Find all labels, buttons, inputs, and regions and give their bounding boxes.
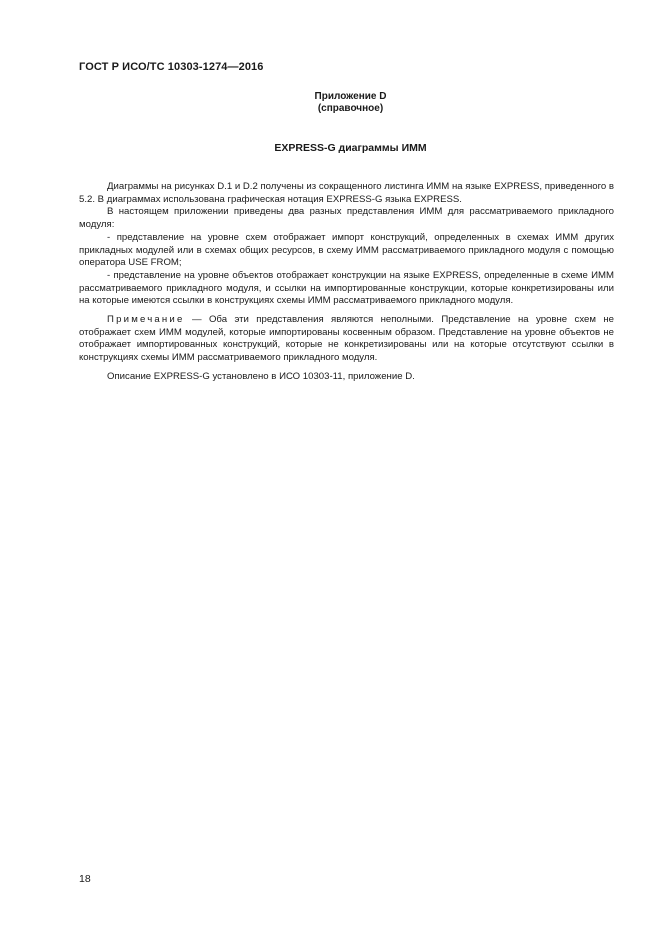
page-number: 18 bbox=[79, 873, 91, 885]
paragraph-schema-level: - представление на уровне схем отображает импорт конструкций, определенных в схемах ИММ других прикладных модулей или в схемах общих ресурсов, в схему ИММ рассматриваемого прикладного модуля с помощью оператора USE FROM; bbox=[79, 231, 614, 269]
paragraph-entity-level: - представление на уровне объектов отображает конструкции на языке EXPRESS, определенные в схеме ИММ рассматриваемого прикладного модуля, и ссылки на импортированные конструкции, которые конкретизированы или на которые имеются ссылки в конструкциях схемы ИММ рассматриваемого прикладного модуля. bbox=[79, 269, 614, 307]
document-header: ГОСТ Р ИСО/ТС 10303-1274—2016 bbox=[79, 61, 264, 73]
section-title: EXPRESS-G диаграммы ИММ bbox=[274, 142, 427, 154]
appendix-heading bbox=[0, 91, 661, 115]
paragraph-reference: Описание EXPRESS-G установлено в ИСО 10303-11, приложение D. bbox=[107, 370, 415, 382]
body-text bbox=[79, 181, 614, 384]
note-label: Примечание bbox=[107, 314, 185, 326]
paragraph-intro: Диаграммы на рисунках D.1 и D.2 получены из сокращенного листинга ИММ на языке EXPRESS, приведенного в 5.2. В диаграммах использована графическая нотация EXPRESS-G языка EXPRESS. bbox=[79, 181, 614, 205]
paragraph-representations: В настоящем приложении приведены два разных представления ИММ для рассматриваемого прикладного модуля: bbox=[79, 206, 614, 231]
appendix-type: (справочное) bbox=[317, 103, 384, 114]
note-text: — Оба эти представления являются неполными. Представление на уровне схем не отображает схем ИММ модулей, которые импортированы косвенным образом. Представление на уровне объектов не отображает импортированных конструкций, которые не конкретизированы или на которые отсутствуют ссылки в конструкциях схемы ИММ рассматриваемого прикладного модуля. bbox=[79, 314, 614, 364]
note-paragraph bbox=[79, 314, 614, 365]
appendix-label: Приложение D bbox=[314, 91, 387, 102]
